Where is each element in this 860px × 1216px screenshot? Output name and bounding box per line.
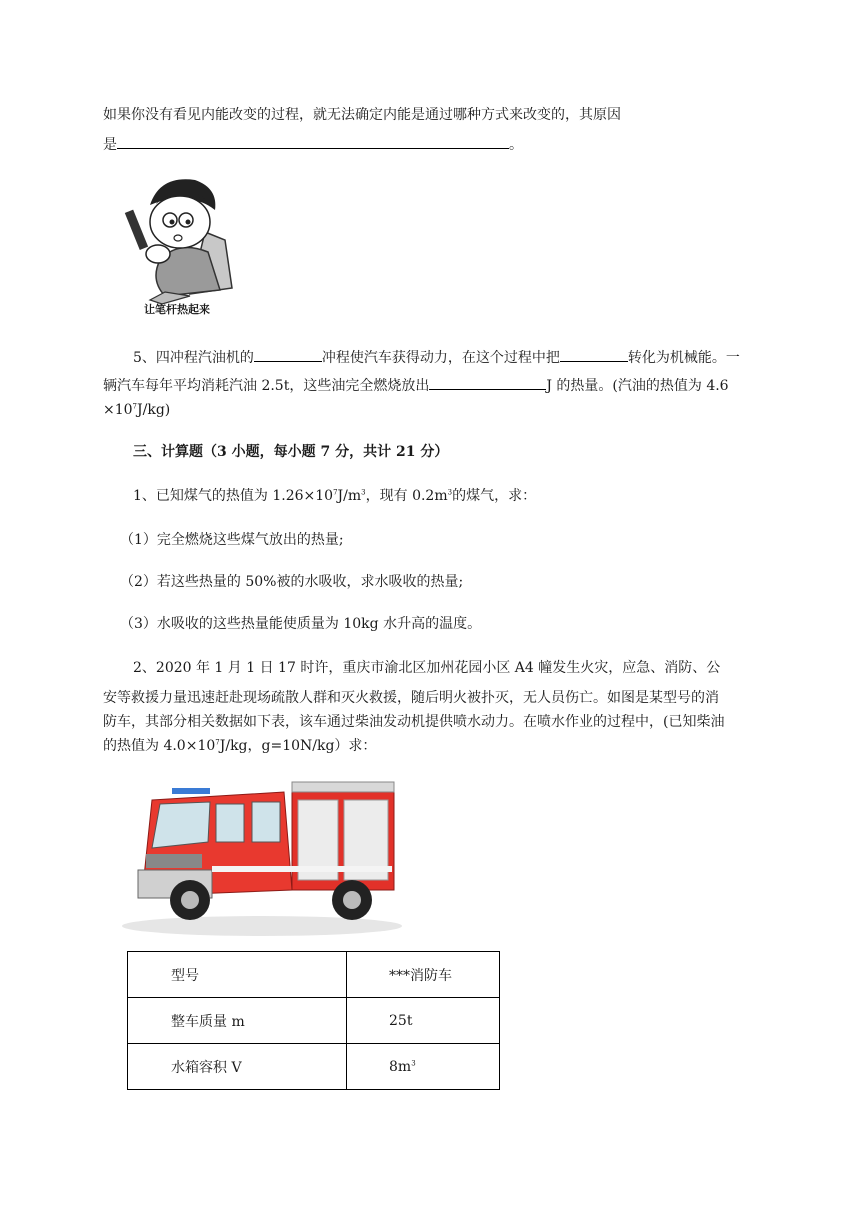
exponent: 7 xyxy=(132,402,138,411)
section-heading: 三、计算题（3 小题，每小题 7 分，共计 21 分） xyxy=(133,444,449,460)
c2-line-1: 2、2020 年 1 月 1 日 17 时许，重庆市渝北区加州花园小区 A4 幢发生火灾，应急、消防、公 xyxy=(133,660,721,676)
answer-blank[interactable] xyxy=(117,133,509,149)
boy-pen-illustration xyxy=(120,170,240,320)
q5-text-d: 辆汽车每年平均消耗汽油 2.5t，这些油完全燃烧放出 xyxy=(103,378,430,394)
table-cell-value: ***消防车 xyxy=(347,952,500,998)
q5-text-a: 5、四冲程汽油机的 xyxy=(133,350,254,366)
answer-blank[interactable] xyxy=(429,374,546,390)
c1-stem xyxy=(133,486,536,506)
q5-line-2 xyxy=(103,374,729,396)
exponent: 3 xyxy=(447,488,453,497)
c1-part-2: （2）若这些热量的 50%被的水吸收，求水吸收的热量; xyxy=(120,574,464,590)
exponent: 3 xyxy=(411,1058,416,1067)
c1-text-c: ，现有 0.2m xyxy=(365,488,448,504)
table-cell-label: 型号 xyxy=(128,952,347,998)
c2-text-b: J/kg，g=10N/kg）求： xyxy=(219,738,377,754)
c1-text-b: J/m xyxy=(337,488,362,504)
table-row xyxy=(128,952,500,998)
exponent: 7 xyxy=(215,738,220,747)
q5-text-f: ×10 xyxy=(103,402,133,418)
q5-text-c: 转化为机械能。一 xyxy=(627,350,740,366)
q5-text-b: 冲程使汽车获得动力，在这个过程中把 xyxy=(321,350,560,366)
c1-text-a: 1、已知煤气的热值为 1.26×10 xyxy=(133,488,334,504)
q5-line-1 xyxy=(133,346,740,368)
q5-line-3 xyxy=(103,400,170,420)
table-value-text: 8m xyxy=(389,1058,412,1075)
q5-text-g: J/kg) xyxy=(137,402,171,418)
table-cell-value: 25t xyxy=(347,998,500,1044)
spec-table xyxy=(127,951,500,1090)
intro-suffix: 。 xyxy=(509,137,523,153)
exponent: 3 xyxy=(361,488,366,497)
intro-line-1: 如果你没有看见内能改变的过程，就无法确定内能是通过哪种方式来改变的，其原因 xyxy=(103,107,621,123)
q5-text-e: J 的热量。(汽油的热值为 4.6 xyxy=(546,378,729,394)
intro-line-2 xyxy=(103,133,523,155)
intro-prefix: 是 xyxy=(103,137,117,153)
c1-part-3: （3）水吸收的这些热量能使质量为 10kg 水升高的温度。 xyxy=(120,616,482,632)
c1-part-1: （1）完全燃烧这些煤气放出的热量; xyxy=(120,532,344,548)
c2-text-a: 的热值为 4.0×10 xyxy=(103,738,216,754)
c2-line-2: 安等救援力量迅速赶赴现场疏散人群和灭火救援，随后明火被扑灭，无人员伤亡。如图是某型号的消 xyxy=(103,690,719,706)
table-cell-value xyxy=(347,1044,500,1090)
answer-blank[interactable] xyxy=(254,346,322,362)
c2-line-4 xyxy=(103,736,376,756)
c2-line-3: 防车，其部分相关数据如下表，该车通过柴油发动机提供喷水动力。在喷水作业的过程中，(已知柴油 xyxy=(103,714,725,730)
table-cell-label: 水箱容积 V xyxy=(128,1044,347,1090)
table-cell-label: 整车质量 m xyxy=(128,998,347,1044)
exponent: 7 xyxy=(333,488,338,497)
c1-text-d: 的煤气，求： xyxy=(452,488,537,504)
table-row xyxy=(128,998,500,1044)
table-row xyxy=(128,1044,500,1090)
figure-caption: 让笔杆热起来 xyxy=(144,303,210,316)
fire-truck-image xyxy=(112,770,402,940)
answer-blank[interactable] xyxy=(560,346,628,362)
